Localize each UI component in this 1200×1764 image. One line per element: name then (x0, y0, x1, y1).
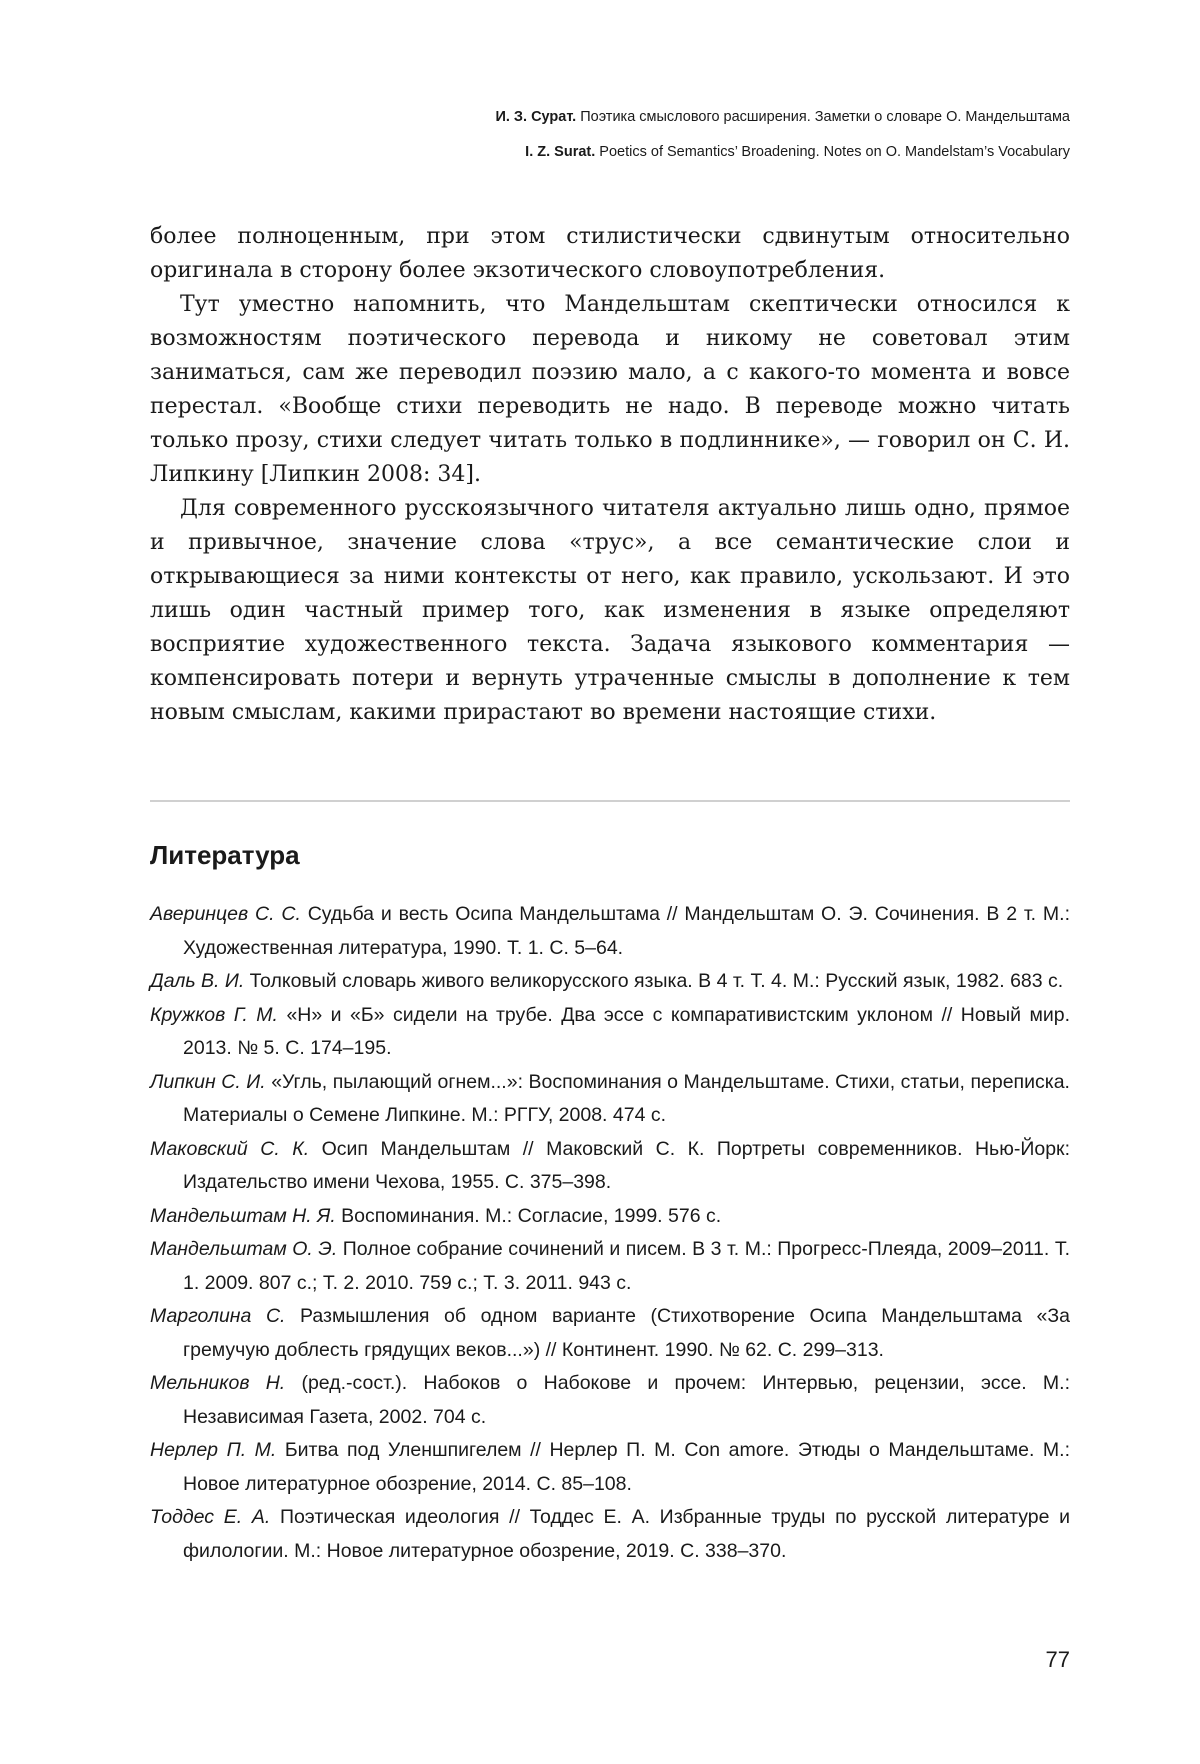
reference-author: Кружков Г. М. (150, 1003, 278, 1026)
reference-text: Поэтическая идеология // Тоддес Е. А. Избранные труды по русской литературе и филологии. М.: Новое литературное обозрение, 2019. С. 338–370. (183, 1506, 1071, 1562)
reference-author: Аверинцев С. С. (150, 903, 301, 925)
references-title: Литература (150, 840, 300, 870)
running-head-ru-author: И. З. Сурат. (495, 109, 577, 125)
running-head-en-author: I. Z. Surat. (525, 144, 596, 160)
reference-item (150, 1133, 1070, 1200)
reference-text: «Н» и «Б» сидели на трубе. Два эссе с компаративистским уклоном // Новый мир. 2013. № 5. С. 174–195. (183, 1003, 1071, 1059)
reference-item (150, 1501, 1070, 1568)
reference-text: Размышления об одном варианте (Стихотворение Осипа Мандельштама «За гремучую доблесть грядущих веков...») // Континент. 1990. № 62. С. 299–313. (183, 1305, 1070, 1361)
reference-author: Маковский С. К. (150, 1137, 310, 1160)
reference-text: «Угль, пылающий огнем...»: Воспоминания о Мандельштаме. Стихи, статьи, переписка. Материалы о Семене Липкине. М.: РГГУ, 2008. 474 с. (183, 1070, 1070, 1126)
reference-item (150, 999, 1070, 1066)
reference-author: Мандельштам Н. Я. (150, 1204, 336, 1227)
body-paragraph: Тут уместно напомнить, что Мандельштам скептически относился к возможностям поэтического перевода и никому не советовал этим заниматься, сам же переводил поэзию мало, а с какого-то момента и вовсе перестал. «Вообще стихи переводить не надо. В переводе можно читать только прозу, стихи следует читать только в подлиннике», — говорил он С. И. Липкину [Липкин 2008: 34]. (150, 292, 1070, 487)
reference-item (150, 1066, 1070, 1133)
reference-item (150, 898, 1070, 965)
reference-item (150, 1434, 1070, 1501)
reference-item (150, 1200, 1070, 1234)
running-head-en (150, 135, 1070, 170)
reference-text: Полное собрание сочинений и писем. В 3 т. М.: Прогресс-Плеяда, 2009–2011. Т. 1. 2009. 807 с.; Т. 2. 2010. 759 с.; Т. 3. 2011. 943 с. (183, 1238, 1070, 1294)
document-page (150, 0, 1070, 1764)
running-head-ru-title: Поэтика смыслового расширения. Заметки о словаре О. Мандельштама (580, 109, 1070, 125)
reference-author: Даль В. И. (150, 970, 245, 992)
body-paragraph: более полноценным, при этом стилистически сдвинутым относительно оригинала в сторону более экзотического словоупотребления. (150, 224, 1070, 283)
reference-item (150, 1300, 1070, 1367)
running-head (150, 100, 1070, 170)
body-text (150, 220, 1070, 730)
running-head-ru (150, 100, 1070, 135)
reference-item (150, 1233, 1070, 1300)
reference-text: Толковый словарь живого великорусского языка. В 4 т. Т. 4. М.: Русский язык, 1982. 683 с. (249, 970, 1064, 992)
reference-author: Марголина С. (150, 1305, 286, 1327)
page-number: 77 (1045, 1647, 1070, 1672)
reference-author: Нерлер П. М. (150, 1439, 277, 1461)
reference-item (150, 965, 1070, 999)
reference-item (150, 1367, 1070, 1434)
reference-author: Липкин С. И. (150, 1070, 266, 1093)
running-head-en-title: Poetics of Semantics’ Broadening. Notes on O. Mandelstam’s Vocabulary (599, 144, 1070, 160)
reference-text: Воспоминания. М.: Согласие, 1999. 576 с. (341, 1204, 722, 1227)
reference-author: Мельников Н. (150, 1372, 286, 1394)
body-paragraph: Для современного русскоязычного читателя актуально лишь одно, прямое и привычное, значение слова «трус», а все семантические слои и открывающиеся за ними контексты от него, как правило, ускользают. И это лишь один частный пример того, как изменения в языке определяют восприятие художественного текста. Задача языкового комментария — компенсировать потери и вернуть утраченные смыслы в дополнение к тем новым смыслам, какими прирастают во времени настоящие стихи. (150, 496, 1070, 725)
reference-author: Мандельштам О. Э. (150, 1238, 338, 1260)
reference-text: Битва под Уленшпигелем // Нерлер П. М. Con amore. Этюды о Мандельштаме. М.: Новое литературное обозрение, 2014. С. 85–108. (183, 1439, 1071, 1495)
reference-text: Осип Мандельштам // Маковский С. К. Портреты современников. Нью-Йорк: Издательство имени Чехова, 1955. С. 375–398. (183, 1137, 1070, 1193)
section-divider (150, 800, 1070, 802)
reference-text: (ред.-сост.). Набоков о Набокове и прочем: Интервью, рецензии, эссе. М.: Независимая Газета, 2002. 704 с. (183, 1372, 1070, 1428)
reference-author: Тоддес Е. А. (150, 1506, 271, 1528)
references-list (150, 898, 1070, 1568)
reference-text: Судьба и весть Осипа Мандельштама // Мандельштам О. Э. Сочинения. В 2 т. М.: Художественная литература, 1990. Т. 1. С. 5–64. (183, 903, 1071, 959)
